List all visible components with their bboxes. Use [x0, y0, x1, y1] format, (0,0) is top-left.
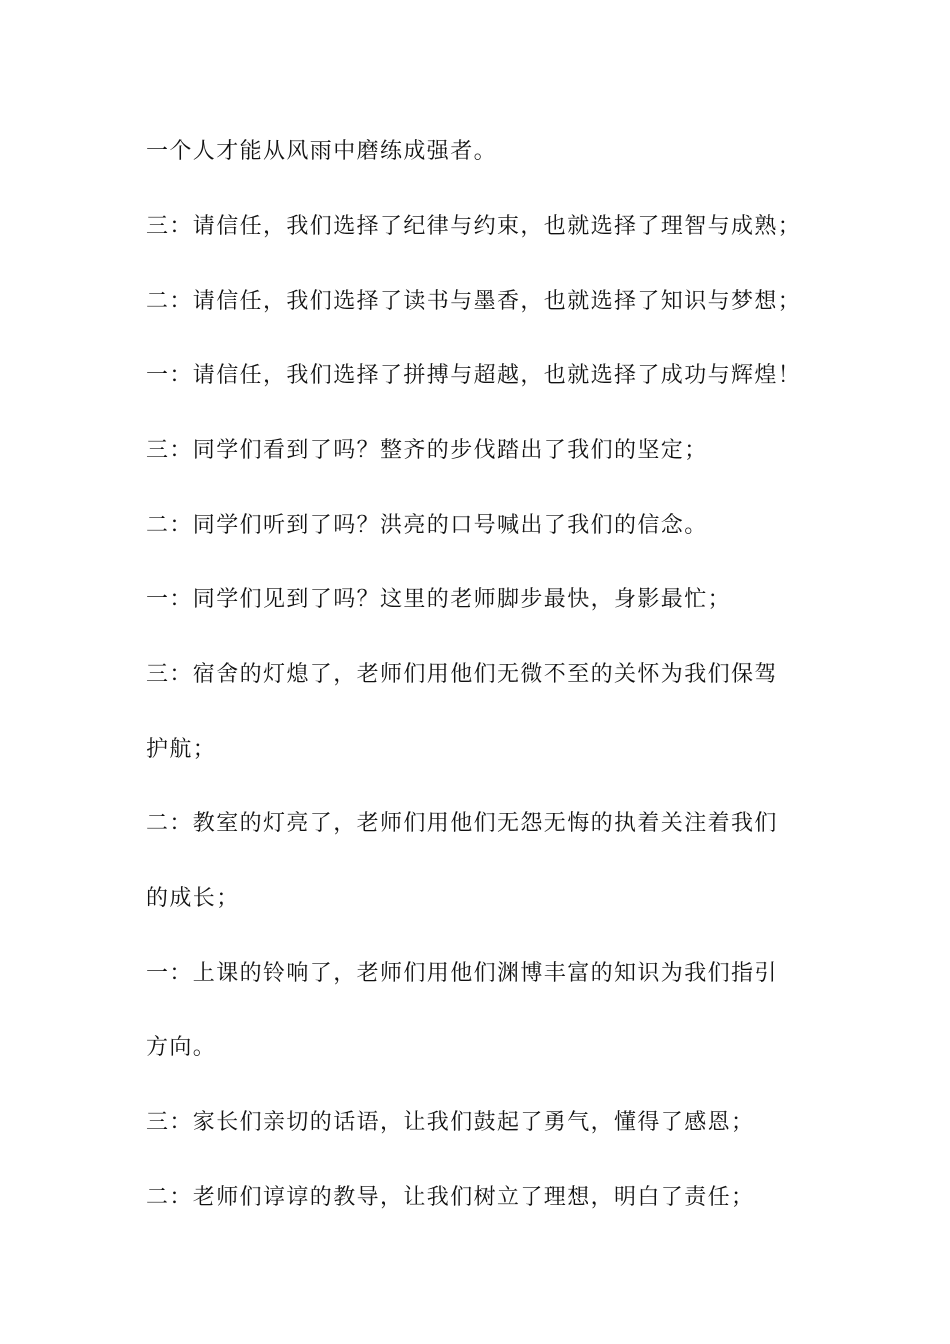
- text-line: 二：老师们谆谆的教导，让我们树立了理想，明白了责任；: [146, 1185, 755, 1210]
- text-line: 的成长；: [146, 886, 240, 911]
- text-line: 方向。: [146, 1035, 217, 1060]
- text-line: 二：同学们听到了吗？洪亮的口号喊出了我们的信念。: [146, 513, 708, 538]
- text-line: 二：请信任，我们选择了读书与墨香，也就选择了知识与梦想；: [146, 289, 802, 314]
- text-line: 三：请信任，我们选择了纪律与约束，也就选择了理智与成熟；: [146, 214, 802, 239]
- text-line: 一：同学们见到了吗？这里的老师脚步最快，身影最忙；: [146, 587, 732, 612]
- text-line: 一：请信任，我们选择了拼搏与超越，也就选择了成功与辉煌！: [146, 363, 802, 388]
- text-line: 三：宿舍的灯熄了，老师们用他们无微不至的关怀为我们保驾: [146, 662, 778, 687]
- text-line: 护航；: [146, 737, 217, 762]
- text-line: 二：教室的灯亮了，老师们用他们无怨无悔的执着关注着我们: [146, 811, 778, 836]
- text-line: 三：家长们亲切的话语，让我们鼓起了勇气，懂得了感恩；: [146, 1110, 755, 1135]
- text-line: 一：上课的铃响了，老师们用他们渊博丰富的知识为我们指引: [146, 961, 778, 986]
- text-line: 一个人才能从风雨中磨练成强者。: [146, 139, 498, 164]
- text-line: 三：同学们看到了吗？整齐的步伐踏出了我们的坚定；: [146, 438, 708, 463]
